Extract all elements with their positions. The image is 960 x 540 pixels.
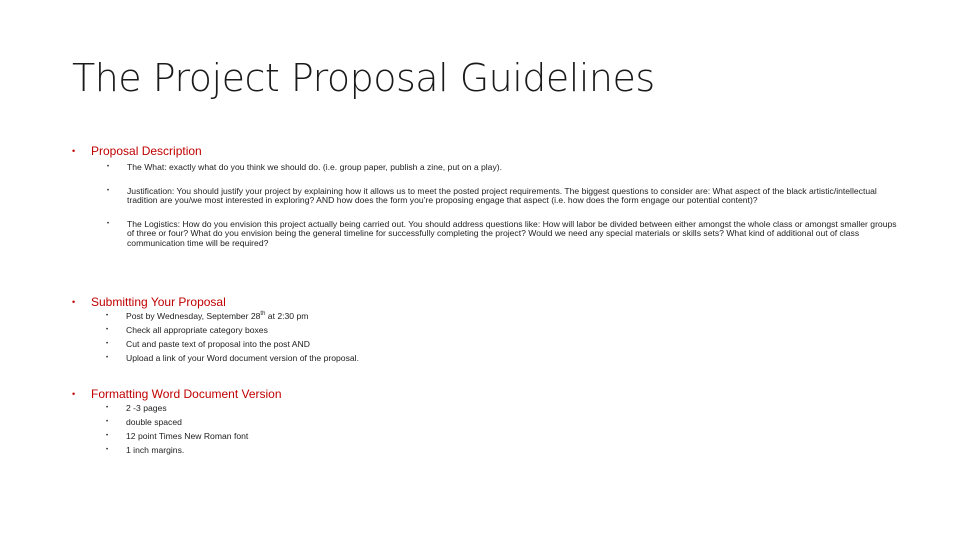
list-item-text [126,312,902,322]
section-heading-text: Formatting Word Document Version [91,387,282,401]
list-item-text: The Logistics: How do you envision this project actually being carried out. You should address questions like: How will labor be divided between either amongst the whole class or amongst smaller groups of three or four? What do you envision being the general timeline for successfully completing the project? Would we need any special materials or skills sets? What kind of additional out of class communication time will be required? [127,218,897,248]
bullet-icon: • [106,446,109,453]
list-item [106,418,902,428]
list-item [107,220,902,249]
list-item-text: Cut and paste text of proposal into the post AND [126,338,310,349]
bullet-icon: • [106,405,109,411]
list-item-text: 2 -3 pages [126,403,167,413]
list-item-text: 12 point Times New Roman font [126,430,249,441]
list-item [106,404,902,414]
bullet-icon: • [106,326,109,333]
list-item-text: The What: exactly what do you think we should do. (i.e. group paper, publish a zine, put on a play). [127,162,503,172]
list-item [106,312,902,322]
section-proposal-description [72,144,902,249]
bullet-icon: • [72,389,76,399]
list-item [106,340,902,350]
ordinal-suffix: th [260,311,266,318]
list-item [107,187,902,206]
deadline-time: at 2:30 pm [265,311,309,321]
slide-title: The Project Proposal Guidelines [72,56,655,100]
bullet-icon: • [107,164,110,170]
deadline-text: Post by Wednesday, September 28 [126,311,261,321]
section-heading [72,295,902,309]
list-item [107,163,902,173]
bullet-icon: • [72,297,76,307]
bullet-icon: • [107,220,110,227]
section-heading [72,387,902,401]
list-item [106,432,902,442]
bullet-icon: • [106,354,109,361]
list-item-text: Check all appropriate category boxes [126,324,268,335]
section-heading [72,144,902,158]
section-submitting-proposal [72,295,902,364]
list-item-text: Justification: You should justify your project by explaining how it allows us to meet the posted project requirements. The biggest questions to consider are: What aspect of the black artistic/intellectual tradition are you/we most interested in exploring? AND how does the form you’re proposing engage that aspect (i.e. how does the form engage our potential content)? [127,185,877,206]
section-formatting [72,387,902,456]
list-item-text: 1 inch margins. [126,444,185,455]
list-item [106,326,902,336]
section-heading-text: Proposal Description [91,144,202,158]
list-item [106,446,902,456]
list-item [106,354,902,364]
bullet-icon: • [106,313,109,319]
bullet-icon: • [106,340,109,347]
bullet-icon: • [107,187,110,194]
list-item-text: double spaced [126,416,182,427]
bullet-icon: • [72,146,76,156]
bullet-icon: • [106,432,109,439]
section-heading-text: Submitting Your Proposal [91,295,226,309]
bullet-icon: • [106,418,109,425]
list-item-text: Upload a link of your Word document version of the proposal. [126,352,359,363]
